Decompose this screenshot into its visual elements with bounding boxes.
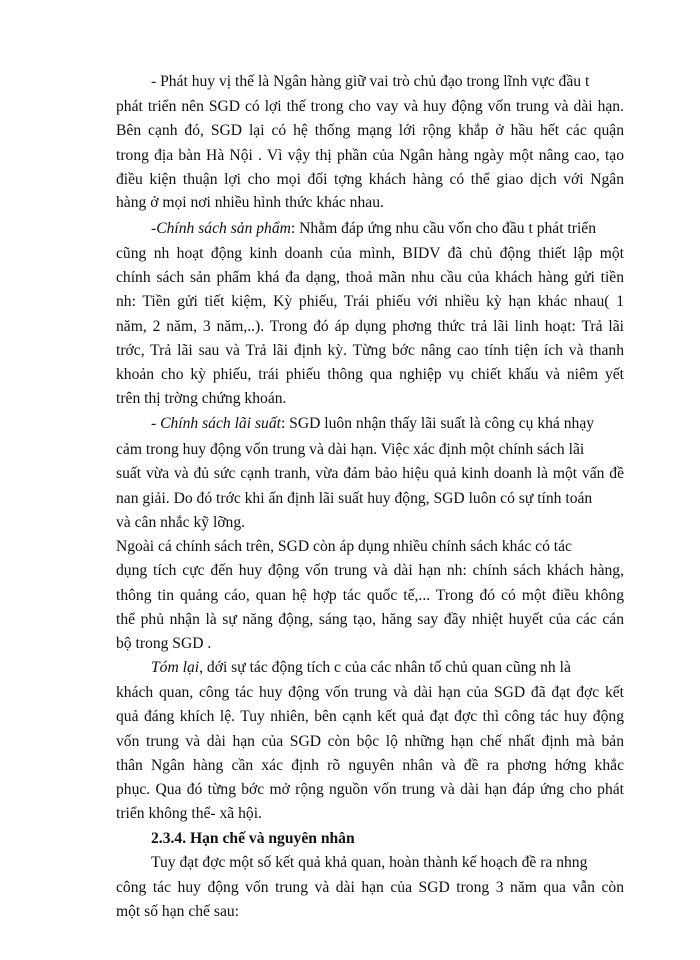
paragraph-line: khoản cho kỳ phiếu, trái phiếu thông qua nghiệp vụ chiết khấu và niêm yết (116, 366, 624, 383)
paragraph-line: khách quan, công tác huy động vốn trung và dài hạn của SGD đã đạt đợc kết (116, 684, 624, 701)
paragraph-line: chính sách sản phẩm khá đa dạng, thoả mãn nhu cầu của khách hàng gửi tiền (116, 269, 624, 286)
paragraph-line: hàng ở mọi nơi nhiều hình thức khác nhau. (116, 194, 384, 211)
paragraph-line: - Phát huy vị thế là Ngân hàng giữ vai trò chủ đạo trong lĩnh vực đầu t (151, 73, 590, 90)
paragraph-line: điều kiện thuận lợi cho mọi đối tợng khách hàng có thể giao dịch với Ngân (116, 171, 624, 188)
inline-text: - (151, 415, 161, 432)
paragraph-line (151, 658, 571, 678)
paragraph-line: thể phủ nhận là sự năng động, sáng tạo, hăng say đầy nhiệt huyết của các cán (116, 611, 624, 628)
paragraph-line (151, 219, 596, 239)
heading-text: 2.3.4. Hạn chế và nguyên nhân (151, 830, 355, 847)
paragraph-line: vốn trung và dài hạn của SGD còn bộc lộ những hạn chế nhất định mà bản (116, 733, 624, 750)
paragraph-line: cũng nh hoạt động kinh doanh của mình, BIDV đã chủ động thiết lập một (116, 245, 624, 262)
paragraph-line: năm, 2 năm, 3 năm,..). Trong đó áp dụng phơng thức trả lãi linh hoạt: Trả lãi (116, 318, 624, 335)
paragraph-line: thông tin quảng cáo, quan hệ hợp tác quốc tế,... Trong đó có một điều không (116, 587, 624, 604)
paragraph-line: triển không thể- xã hội. (116, 805, 262, 822)
paragraph-line: phục. Qua đó từng bớc mở rộng nguồn vốn trung và dài hạn đáp ứng cho phát (116, 781, 624, 798)
inline-text: dới sự tác động tích c của các nhân tố chủ quan cũng nh là (203, 659, 571, 676)
paragraph-line: một số hạn chế sau: (116, 903, 239, 920)
inline-italic: Chính sách lãi suất (160, 415, 281, 432)
paragraph-line: quả đáng khích lệ. Tuy nhiên, bên cạnh kết quả đạt đợc thì công tác huy động (116, 708, 624, 725)
paragraph-line: Tuy đạt đợc một số kết quả khả quan, hoàn thành kế hoạch đề ra nhng (151, 854, 588, 871)
paragraph-line: Ngoài cá chính sách trên, SGD còn áp dụng nhiều chính sách khác có tác (116, 538, 572, 555)
paragraph-line: dụng tích cực đến huy động vốn trung và dài hạn nh: chính sách khách hàng, (116, 562, 624, 579)
paragraph-line: bộ trong SGD . (116, 635, 212, 652)
paragraph-line: nh: Tiền gửi tiết kiệm, Kỳ phiếu, Trái phiếu với nhiều kỳ hạn khác nhau( 1 (116, 293, 624, 310)
paragraph-line: trong địa bàn Hà Nội . Vì vậy thị phần của Ngân hàng ngày một nâng cao, tạo (116, 147, 624, 164)
paragraph-line: công tác huy động vốn trung và dài hạn của SGD trong 3 năm qua vẫn còn (116, 879, 624, 896)
paragraph-line: trên thị trờng chứng khoán. (116, 390, 287, 407)
paragraph-line: trớc, Trả lãi sau và Trả lãi định kỳ. Từng bớc nâng cao tính tiện ích và thanh (116, 342, 624, 359)
inline-italic: -Chính sách sản phẩm (151, 220, 291, 237)
section-heading (151, 829, 355, 849)
paragraph-line: nan giải. Do đó trớc khi ấn định lãi suất huy động, SGD luôn có sự tính toán (116, 490, 593, 507)
paragraph-line: cảm trong huy động vốn trung và dài hạn. Việc xác định một chính sách lãi (116, 441, 585, 458)
inline-text: : SGD luôn nhận thấy lãi suất là công cụ khá nhạy (280, 415, 595, 432)
paragraph-line: phát triển nên SGD có lợi thế trong cho vay và huy động vốn trung và dài hạn. (116, 98, 624, 115)
inline-text: : Nhằm đáp ứng nhu cầu vốn cho đầu t phát triển (290, 220, 597, 237)
paragraph-line (151, 414, 594, 434)
paragraph-line: thân Ngân hàng cần xác định rõ nguyên nhân và đề ra phơng hớng khắc (116, 757, 624, 774)
inline-italic: Tóm lại, (151, 659, 203, 676)
paragraph-line: suất vừa và đủ sức cạnh tranh, vừa đảm bảo hiệu quả kinh doanh là một vấn đề (116, 465, 624, 482)
paragraph-line: Bên cạnh đó, SGD lại có hệ thống mạng lới rộng khắp ở hầu hết các quận (116, 122, 624, 139)
paragraph-line: và cân nhắc kỹ lỡng. (116, 514, 246, 531)
